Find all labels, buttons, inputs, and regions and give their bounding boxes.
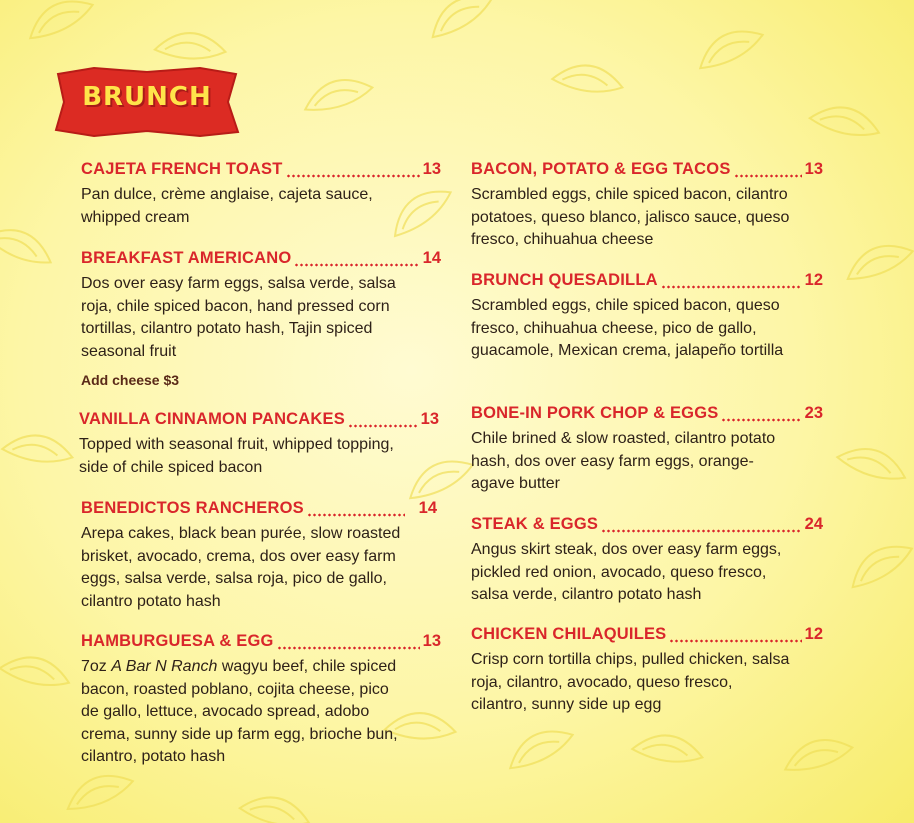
dot-leader [348,424,418,428]
item-description: Crisp corn tortilla chips, pulled chicken, salsa roja, cilantro, avocado, queso fresco, cilantro, sunny side up egg [471,651,790,713]
menu-item [81,632,441,769]
menu-item [471,515,823,607]
item-name: BONE-IN PORK CHOP & EGGS [471,404,719,422]
item-price: 13 [420,410,439,428]
item-name: BACON, POTATO & EGG TACOS [471,160,731,178]
item-name: STEAK & EGGS [471,515,599,533]
dot-leader [721,418,801,422]
item-price: 13 [422,160,441,178]
dot-leader [294,263,419,267]
dot-leader [286,174,420,178]
item-price: 24 [804,515,823,533]
dot-leader [734,174,802,178]
item-name: BENEDICTOS RANCHEROS [81,499,304,517]
item-description: Scrambled eggs, chile spiced bacon, queso fresco, chihuahua cheese, pico de gallo, guacamole, Mexican crema, jalapeño tortilla [471,297,784,359]
ranch-name: A Bar N Ranch [111,658,218,675]
menu-item [471,160,823,252]
item-name: CAJETA FRENCH TOAST [81,160,283,178]
menu-item [79,410,439,479]
description-prefix: 7oz [81,658,112,675]
item-name: HAMBURGUESA & EGG [81,632,274,650]
item-description: Dos over easy farm eggs, salsa verde, salsa roja, chile spiced bacon, hand pressed corn tortillas, cilantro potato hash, Tajin spiced seasonal fruit [81,275,396,360]
item-addon: Add cheese $3 [81,372,180,388]
item-description: Chile brined & slow roasted, cilantro potato hash, dos over easy farm eggs, orange-agave butter [471,430,776,492]
dot-leader [277,646,420,650]
item-price: 12 [804,271,823,289]
menu-item [471,625,823,717]
dot-leader [669,639,801,643]
menu-item [81,249,441,388]
item-price: 13 [804,160,823,178]
section-banner [52,64,242,140]
description-rest: wagyu beef, chile spiced bacon, roasted poblano, cojita cheese, pico de gallo, lettuce, avocado spread, adobo crema, sunny side up farm egg, brioche bun, cilantro, potato hash [81,658,398,765]
item-price: 12 [804,625,823,643]
item-description: Arepa cakes, black bean purée, slow roasted brisket, avocado, crema, dos over easy farm eggs, salsa verde, salsa roja, pico de gallo, cilantro potato hash [81,525,401,610]
item-price: 13 [422,632,441,650]
item-price: 23 [804,404,823,422]
item-price: 14 [418,499,437,517]
item-description: Scrambled eggs, chile spiced bacon, cilantro potatoes, queso blanco, jalisco sauce, queso fresco, chihuahua cheese [471,186,790,248]
dot-leader [601,529,802,533]
dot-leader [307,513,405,517]
item-description: Angus skirt steak, dos over easy farm eggs, pickled red onion, avocado, queso fresco, salsa verde, cilantro potato hash [471,541,782,603]
section-title: BRUNCH [82,82,212,112]
item-description: Pan dulce, crème anglaise, cajeta sauce, whipped cream [81,186,373,226]
menu-item [81,160,441,229]
menu-item [81,499,437,613]
dot-leader [661,285,802,289]
item-price: 14 [422,249,441,267]
menu-item [471,271,823,363]
item-name: VANILLA CINNAMON PANCAKES [79,410,345,428]
item-name: BRUNCH QUESADILLA [471,271,658,289]
menu-item [471,404,823,496]
item-name: CHICKEN CHILAQUILES [471,625,667,643]
item-name: BREAKFAST AMERICANO [81,249,292,267]
item-description [81,656,401,769]
item-description: Topped with seasonal fruit, whipped topping, side of chile spiced bacon [79,436,394,476]
